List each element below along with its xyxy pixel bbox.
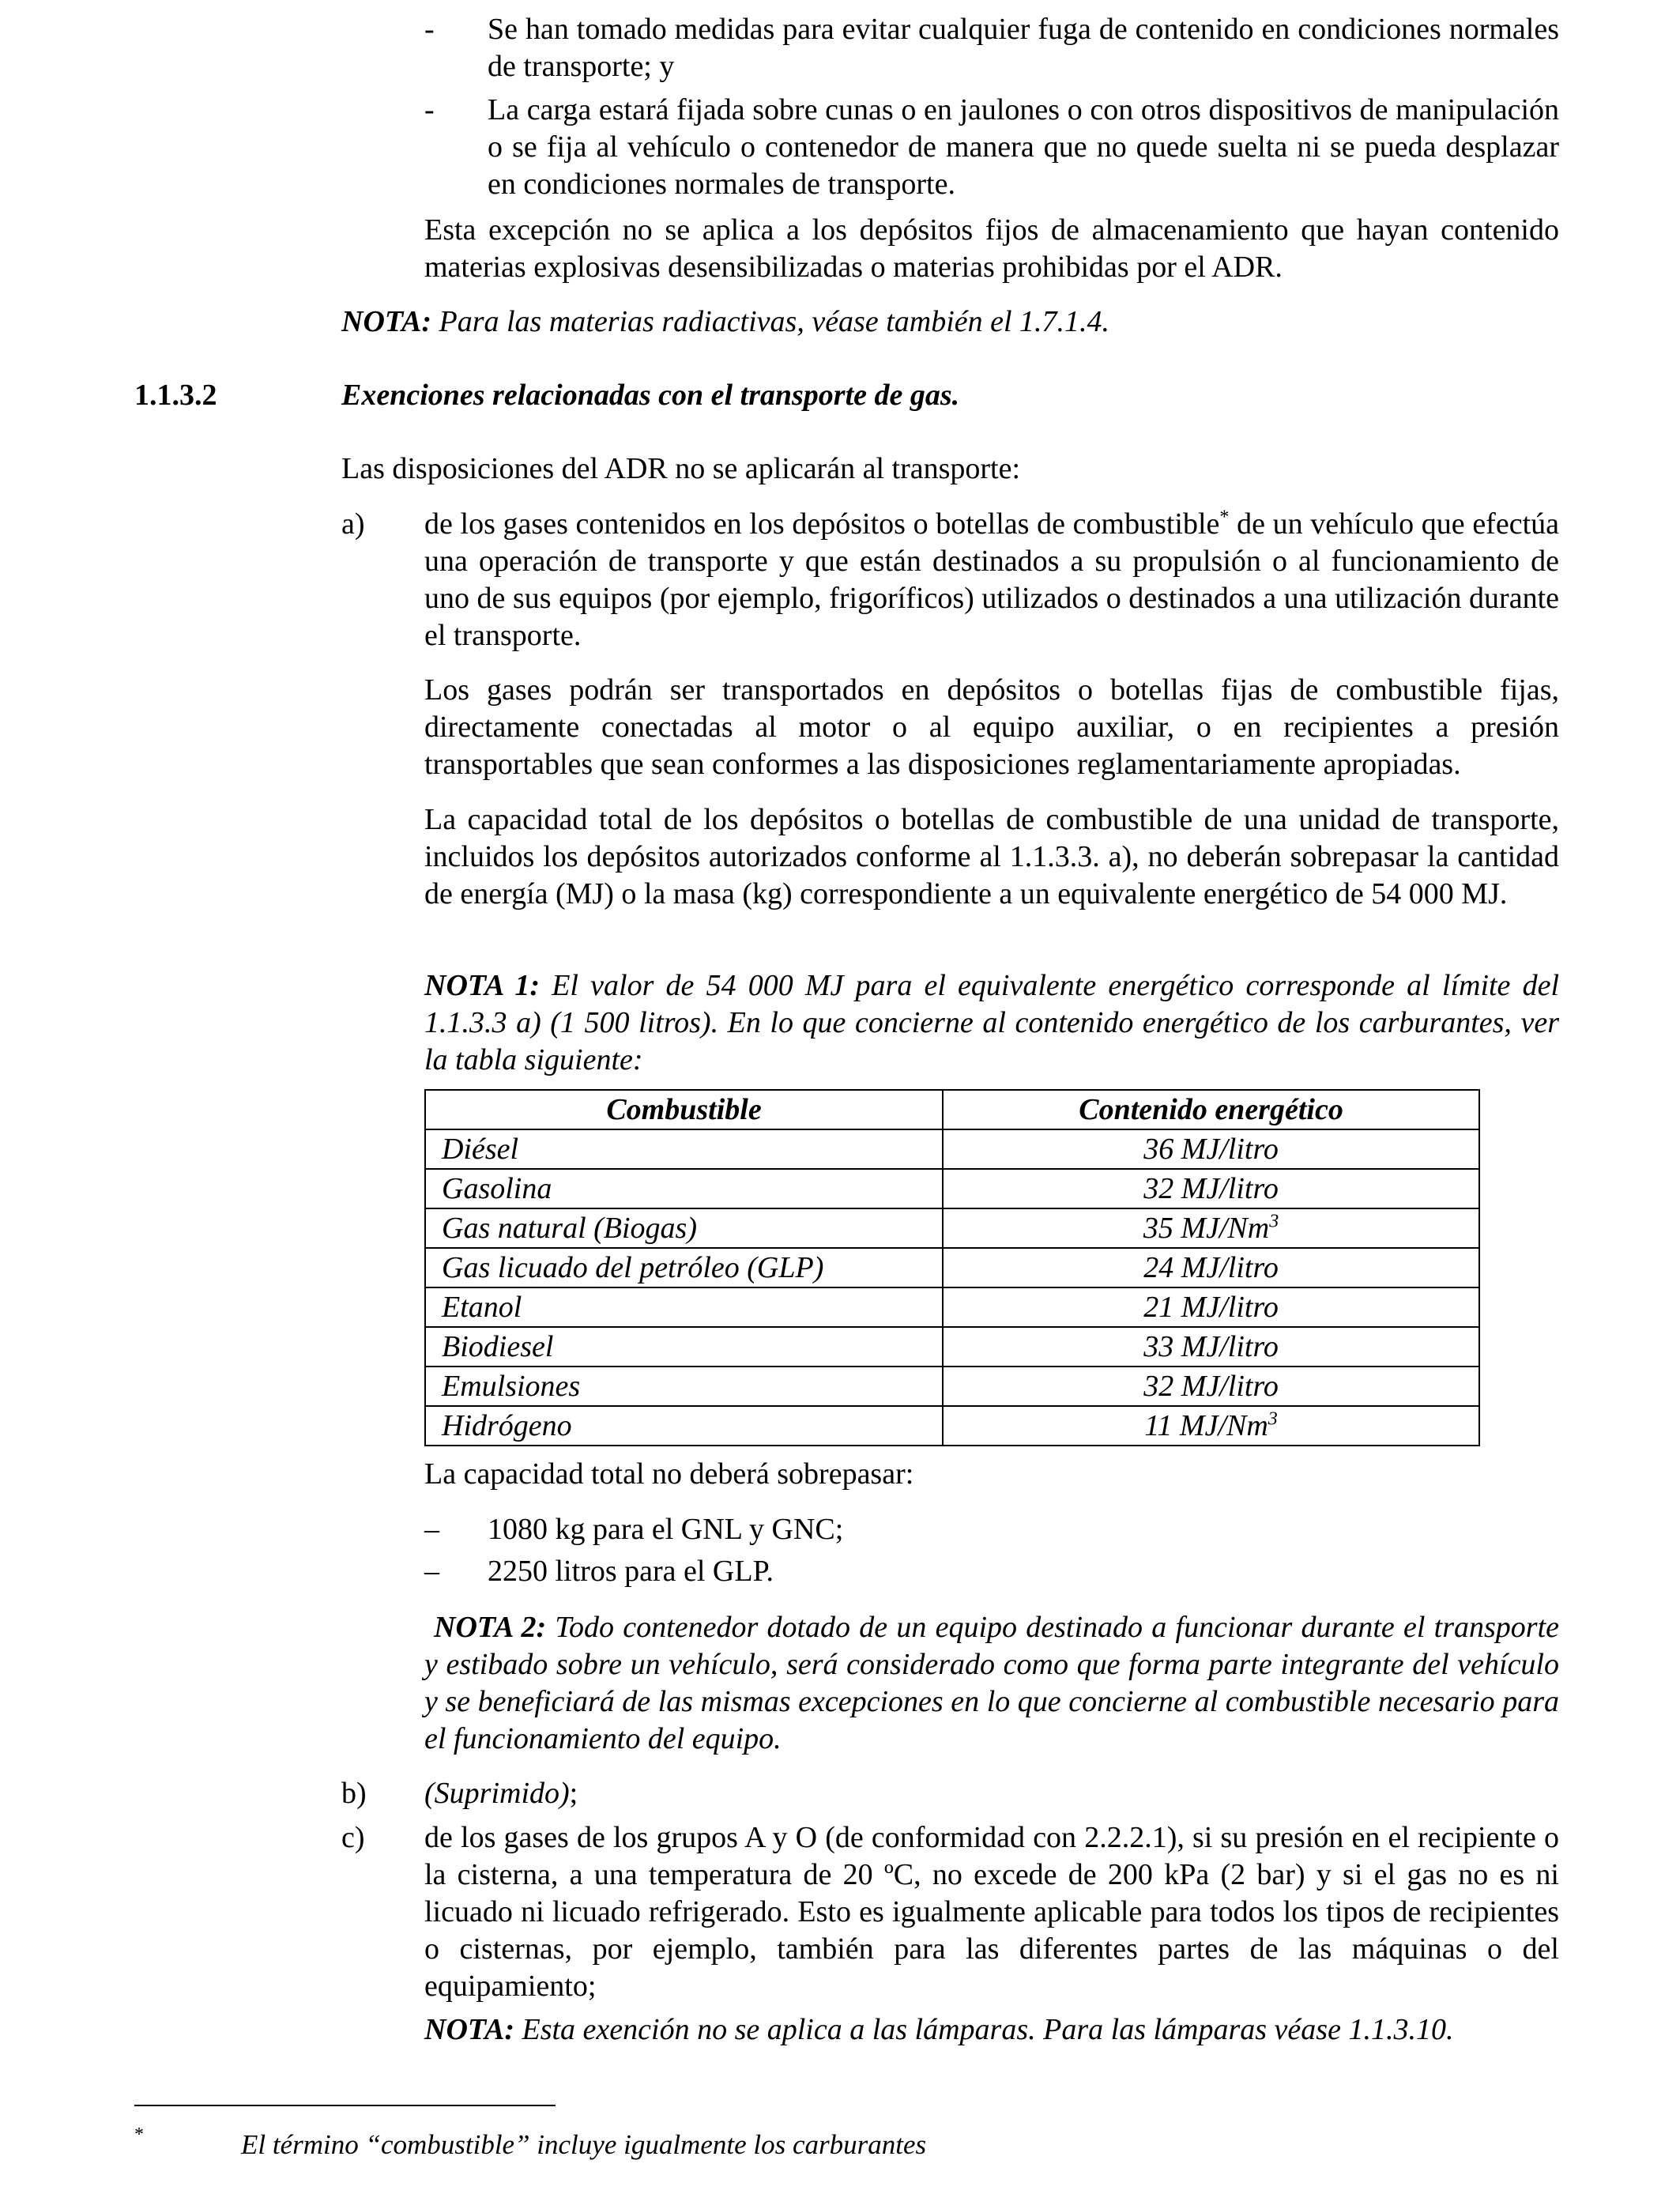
fuel-name: Hidrógeno bbox=[425, 1406, 943, 1446]
item-a-text-end: de un vehículo que efectúa una operación de transporte y que están destinados a su propulsión o al funcionamiento de uno de sus equipos (por ejemplo, frigoríficos) utilizados o destinados a una utilización durante el transporte. bbox=[424, 507, 1559, 652]
capacity-intro: La capacidad total no deberá sobrepasar: bbox=[424, 1457, 914, 1491]
dash-item-text: La carga estará fijada sobre cunas o en jaulones o con otros dispositivos de manipulación o se fija al vehículo o contenedor de manera que no quede suelta ni se pueda desplazar en condiciones normales de transporte. bbox=[488, 93, 1559, 201]
fuel-name: Gas licuado del petróleo (GLP) bbox=[425, 1248, 943, 1287]
capacity-marker: – bbox=[424, 1513, 439, 1546]
nota-radiactivas bbox=[341, 303, 1558, 341]
table-row bbox=[425, 1327, 1479, 1367]
footnote-reference: * bbox=[1219, 507, 1230, 528]
item-a-paragraph-2: Los gases podrán ser transportados en depósitos o botellas fijas de combustible fijas, directamente conectadas al motor o al equipo auxiliar, o en recipientes a presión transportables que sean conformes a las disposiciones reglamentariamente apropiadas. bbox=[424, 673, 1559, 781]
nota-lamparas-text: Esta exención no se aplica a las lámparas. Para las lámparas véase 1.1.3.10. bbox=[514, 2013, 1454, 2046]
energy-value: 11 MJ/Nm$^3$ bbox=[943, 1406, 1479, 1446]
section-title: Exenciones relacionadas con el transporte de gas. bbox=[341, 379, 960, 412]
energy-value: 36 MJ/litro bbox=[943, 1129, 1479, 1169]
nota-lamparas bbox=[424, 2011, 1559, 2049]
nota-2-label: NOTA 2: bbox=[434, 1611, 547, 1644]
nota-1-label: NOTA 1: bbox=[424, 969, 541, 1002]
footnote-text: El término “combustible” incluye igualmente los carburantes bbox=[241, 2129, 927, 2160]
energy-value: 24 MJ/litro bbox=[943, 1248, 1479, 1287]
item-a-text bbox=[424, 506, 1559, 654]
item-c-text: de los gases de los grupos A y O (de conformidad con 2.2.2.1), si su presión en el recipiente o la cisterna, a una temperatura de 20 ºC, no excede de 200 kPa (2 bar) y si el gas no es ni licuado ni licuado refrigerado. Esto es igualmente aplicable para todos los tipos de recipientes o cisternas, por ejemplo, también para las diferentes partes de las máquinas o del equipamiento; bbox=[424, 1821, 1559, 2003]
fuel-name: Diésel bbox=[425, 1129, 943, 1169]
header-combustible: Combustible bbox=[425, 1090, 943, 1129]
dash-item-text: Se han tomado medidas para evitar cualquier fuga de contenido en condiciones normales de transporte; y bbox=[488, 13, 1559, 83]
table-row bbox=[425, 1129, 1479, 1169]
fuel-name: Gas natural (Biogas) bbox=[425, 1208, 943, 1248]
table-row bbox=[425, 1248, 1479, 1287]
capacity-marker: – bbox=[424, 1555, 439, 1588]
energy-value: 21 MJ/litro bbox=[943, 1287, 1479, 1327]
nota-2-text: Todo contenedor dotado de un equipo destinado a funcionar durante el transporte y estibado sobre un vehículo, será considerado como que forma parte integrante del vehículo y se beneficiará de las mismas excepciones en lo que concierne al combustible necesario para el funcionamiento del equipo. bbox=[424, 1611, 1559, 1755]
footnote-marker: * bbox=[134, 2124, 144, 2145]
nota-text: Para las materias radiactivas, véase también el 1.7.1.4. bbox=[431, 305, 1110, 338]
energy-value: 32 MJ/litro bbox=[943, 1169, 1479, 1208]
table-row bbox=[425, 1169, 1479, 1208]
table-row bbox=[425, 1287, 1479, 1327]
fuel-name: Biodiesel bbox=[425, 1327, 943, 1367]
capacity-item: 1080 kg para el GNL y GNC; bbox=[488, 1513, 844, 1546]
nota-lamparas-label: NOTA: bbox=[424, 2013, 514, 2046]
fuel-name: Gasolina bbox=[425, 1169, 943, 1208]
table-header-row bbox=[425, 1090, 1479, 1129]
section-number: 1.1.3.2 bbox=[134, 379, 217, 412]
dash-marker: - bbox=[424, 13, 435, 46]
table-row bbox=[425, 1367, 1479, 1406]
item-a-marker: a) bbox=[341, 507, 365, 541]
energy-value: 35 MJ/Nm$^3$ bbox=[943, 1208, 1479, 1248]
table-row bbox=[425, 1406, 1479, 1446]
item-b-marker: b) bbox=[341, 1777, 367, 1810]
capacity-item: 2250 litros para el GLP. bbox=[488, 1555, 774, 1588]
fuel-name: Emulsiones bbox=[425, 1367, 943, 1406]
energy-value: 33 MJ/litro bbox=[943, 1327, 1479, 1367]
item-c-marker: c) bbox=[341, 1821, 365, 1854]
item-b-suffix: ; bbox=[569, 1777, 578, 1810]
exception-paragraph: Esta excepción no se aplica a los depósitos fijos de almacenamiento que hayan contenido materias explosivas desensibilizadas o materias prohibidas por el ADR. bbox=[424, 213, 1559, 284]
energy-value: 32 MJ/litro bbox=[943, 1367, 1479, 1406]
footnote-divider bbox=[134, 2105, 556, 2106]
energy-content-table bbox=[424, 1089, 1480, 1446]
item-b-text bbox=[424, 1775, 578, 1812]
header-contenido-energetico: Contenido energético bbox=[943, 1090, 1479, 1129]
nota-1 bbox=[424, 967, 1559, 1079]
item-b-suprimido: (Suprimido) bbox=[424, 1777, 570, 1810]
nota-label: NOTA: bbox=[341, 305, 431, 338]
fuel-name: Etanol bbox=[425, 1287, 943, 1327]
dash-marker: - bbox=[424, 93, 435, 126]
intro-paragraph: Las disposiciones del ADR no se aplicarán al transporte: bbox=[341, 452, 1021, 485]
nota-2 bbox=[424, 1609, 1559, 1758]
item-a-text-start: de los gases contenidos en los depósitos o botellas de combustible bbox=[424, 507, 1220, 541]
table-row bbox=[425, 1208, 1479, 1248]
nota-1-text: El valor de 54 000 MJ para el equivalente energético corresponde al límite del 1.1.3.3 a) (1 500 litros). En lo que concierne al contenido energético de los carburantes, ver la tabla siguiente: bbox=[424, 969, 1559, 1076]
item-a-paragraph-3: La capacidad total de los depósitos o botellas de combustible de una unidad de transporte, incluidos los depósitos autorizados conforme al 1.1.3.3. a), no deberán sobrepasar la cantidad de energía (MJ) o la masa (kg) correspondiente a un equivalente energético de 54 000 MJ. bbox=[424, 803, 1559, 910]
